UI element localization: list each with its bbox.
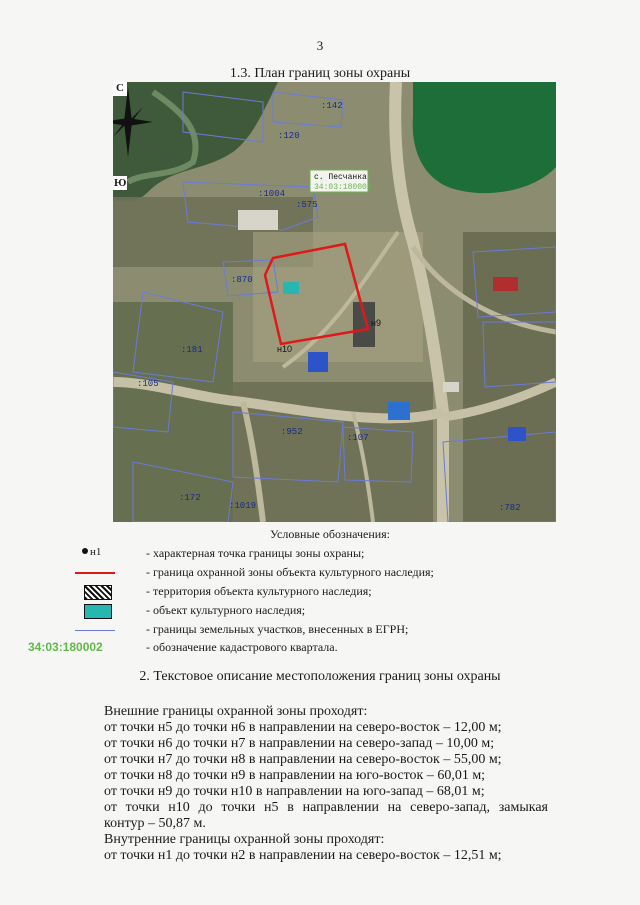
map-label-1019: :1019 bbox=[229, 501, 257, 511]
outer-line-6: от точки н10 до точки н5 в направлении на северо-запад, замыкая bbox=[104, 800, 548, 815]
map-label-105: :105 bbox=[137, 379, 159, 389]
page-number: 3 bbox=[316, 38, 324, 53]
legend-item-object: - объект культурного наследия; bbox=[0, 602, 640, 620]
map-point-n10: н10 bbox=[277, 344, 292, 354]
legend-item-parcels: - границы земельных участков, внесенных в ЕГРН; bbox=[0, 621, 640, 639]
outer-line-1: от точки н5 до точки н6 в направлении на северо-восток – 12,00 м; bbox=[104, 720, 502, 735]
legend-item-point: н1 - характерная точка границы зоны охраны; bbox=[0, 545, 640, 563]
legend-title: Условные обозначения: bbox=[270, 527, 391, 541]
map-label-870: :870 bbox=[231, 275, 253, 285]
map-point-n9: н9 bbox=[371, 318, 381, 328]
compass-north-label: С bbox=[116, 82, 124, 94]
map-village-label: с. Песчанка bbox=[314, 173, 367, 182]
inner-heading: Внутренние границы охранной зоны проходят: bbox=[104, 832, 385, 847]
boundary-point-icon: н1 bbox=[82, 546, 166, 564]
map-label-107: :107 bbox=[347, 433, 369, 443]
outer-line-4: от точки н8 до точки н9 в направлении на юго-восток – 60,01 м; bbox=[104, 768, 486, 783]
red-line-icon bbox=[75, 572, 115, 574]
map-label-142: :142 bbox=[321, 101, 343, 111]
map-label-782: :782 bbox=[499, 503, 521, 513]
map-label-181: :181 bbox=[181, 345, 203, 355]
map-label-952: :952 bbox=[281, 427, 303, 437]
section-title: 1.3. План границ зоны охраны bbox=[229, 66, 411, 81]
outer-line-5: от точки н9 до точки н10 в направлении на юго-запад – 68,01 м; bbox=[104, 784, 485, 799]
map-quarter-label: 34:03:180002 bbox=[314, 183, 372, 192]
outer-line-2: от точки н6 до точки н7 в направлении на северо-запад – 10,00 м; bbox=[104, 736, 495, 751]
outer-line-6-cont: контур – 50,87 м. bbox=[104, 816, 206, 831]
map-label-1004: :1004 bbox=[258, 189, 286, 199]
outer-heading: Внешние границы охранной зоны проходят: bbox=[104, 704, 368, 719]
section-2-title: 2. Текстовое описание местоположения границ зоны охраны bbox=[139, 669, 501, 684]
inner-line-1: от точки н1 до точки н2 в направлении на северо-восток – 12,51 м; bbox=[104, 848, 502, 863]
legend-item-boundary: - граница охранной зоны объекта культурного наследия; bbox=[0, 564, 640, 582]
hatch-icon bbox=[84, 585, 112, 600]
map-label-172: :172 bbox=[179, 493, 201, 503]
map-label-120: :120 bbox=[278, 131, 300, 141]
map-label-575: :575 bbox=[296, 200, 318, 210]
teal-square-icon bbox=[84, 604, 112, 619]
compass-south-label: Ю bbox=[114, 177, 127, 189]
legend-item-quarter: 34:03:180002 - обозначение кадастрового квартала. bbox=[0, 639, 640, 657]
satellite-map bbox=[113, 82, 556, 522]
blue-line-icon bbox=[75, 630, 115, 631]
legend-item-territory: - территория объекта культурного наследия; bbox=[0, 583, 640, 601]
cadastral-quarter-label: 34:03:180002 bbox=[28, 640, 103, 654]
outer-line-3: от точки н7 до точки н8 в направлении на северо-восток – 55,00 м; bbox=[104, 752, 502, 767]
